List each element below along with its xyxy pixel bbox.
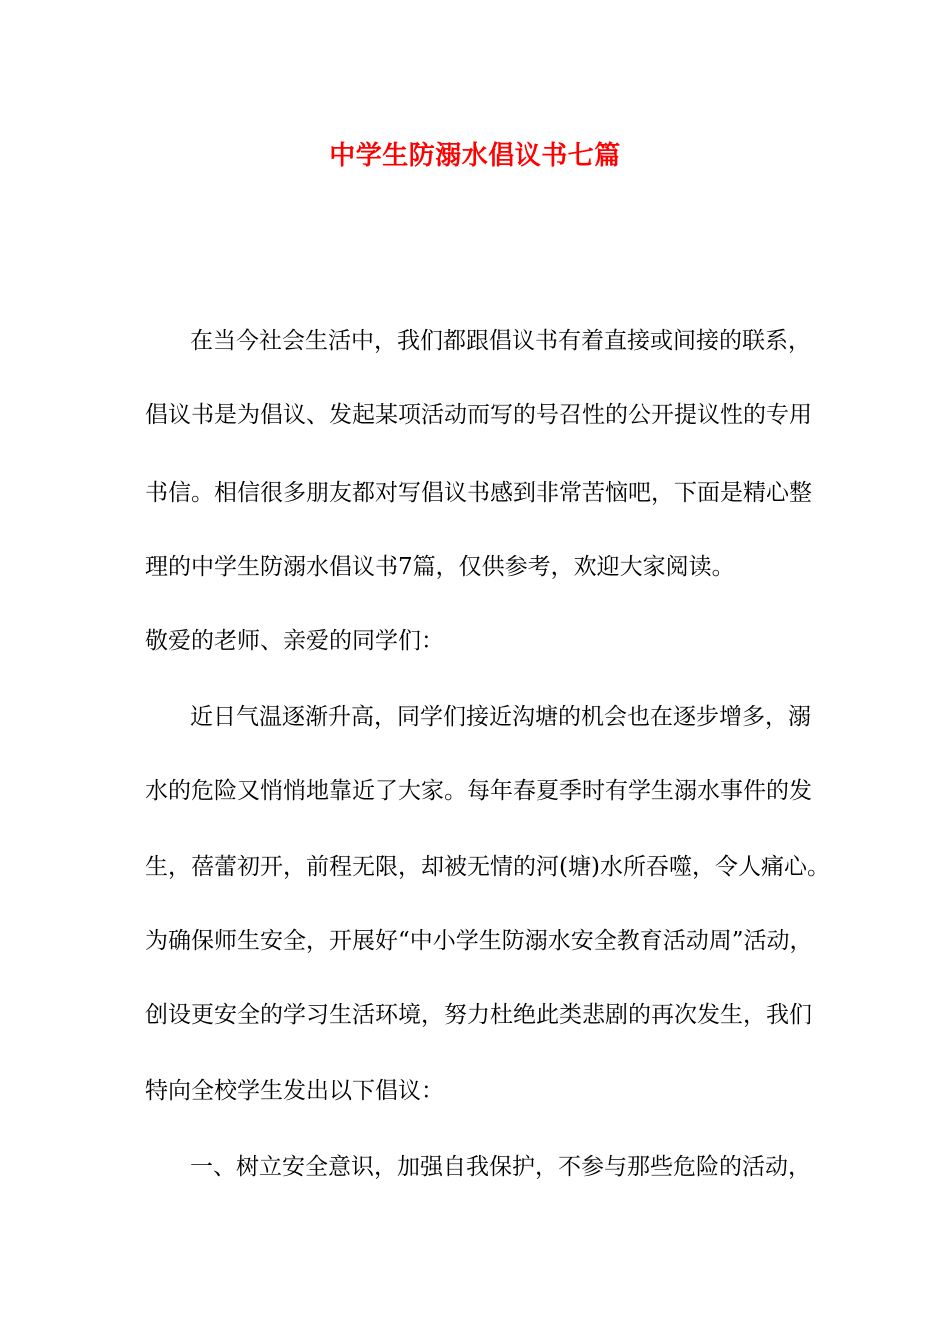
body-line: 创设更安全的学习生活环境，努力杜绝此类悲剧的再次发生，我们: [145, 1002, 812, 1028]
body-line: 特向全校学生发出以下倡议：: [145, 1078, 444, 1104]
body-line: 一、树立安全意识，加强自我保护，不参与那些危险的活动，: [190, 1154, 811, 1180]
body-line: 书信。相信很多朋友都对写倡议书感到非常苦恼吧，下面是精心整: [145, 480, 812, 506]
body-line: 在当今社会生活中，我们都跟倡议书有着直接或间接的联系，: [190, 328, 811, 354]
body-line: 生，蓓蕾初开，前程无限，却被无情的河(塘)水所吞噬，令人痛心。: [145, 854, 830, 880]
body-line: 倡议书是为倡议、发起某项活动而写的号召性的公开提议性的专用: [145, 402, 812, 428]
body-line: 理的中学生防溺水倡议书7篇，仅供参考，欢迎大家阅读。: [145, 554, 735, 580]
salutation: 敬爱的老师、亲爱的同学们：: [145, 628, 444, 654]
body-line: 水的危险又悄悄地靠近了大家。每年春夏季时有学生溺水事件的发: [145, 778, 812, 804]
body-line: 近日气温逐渐升高，同学们接近沟塘的机会也在逐步增多，溺: [190, 704, 811, 730]
page-title: 中学生防溺水倡议书七篇: [329, 141, 621, 171]
body-line: 为确保师生安全，开展好“中小学生防溺水安全教育活动周”活动，: [145, 928, 813, 954]
